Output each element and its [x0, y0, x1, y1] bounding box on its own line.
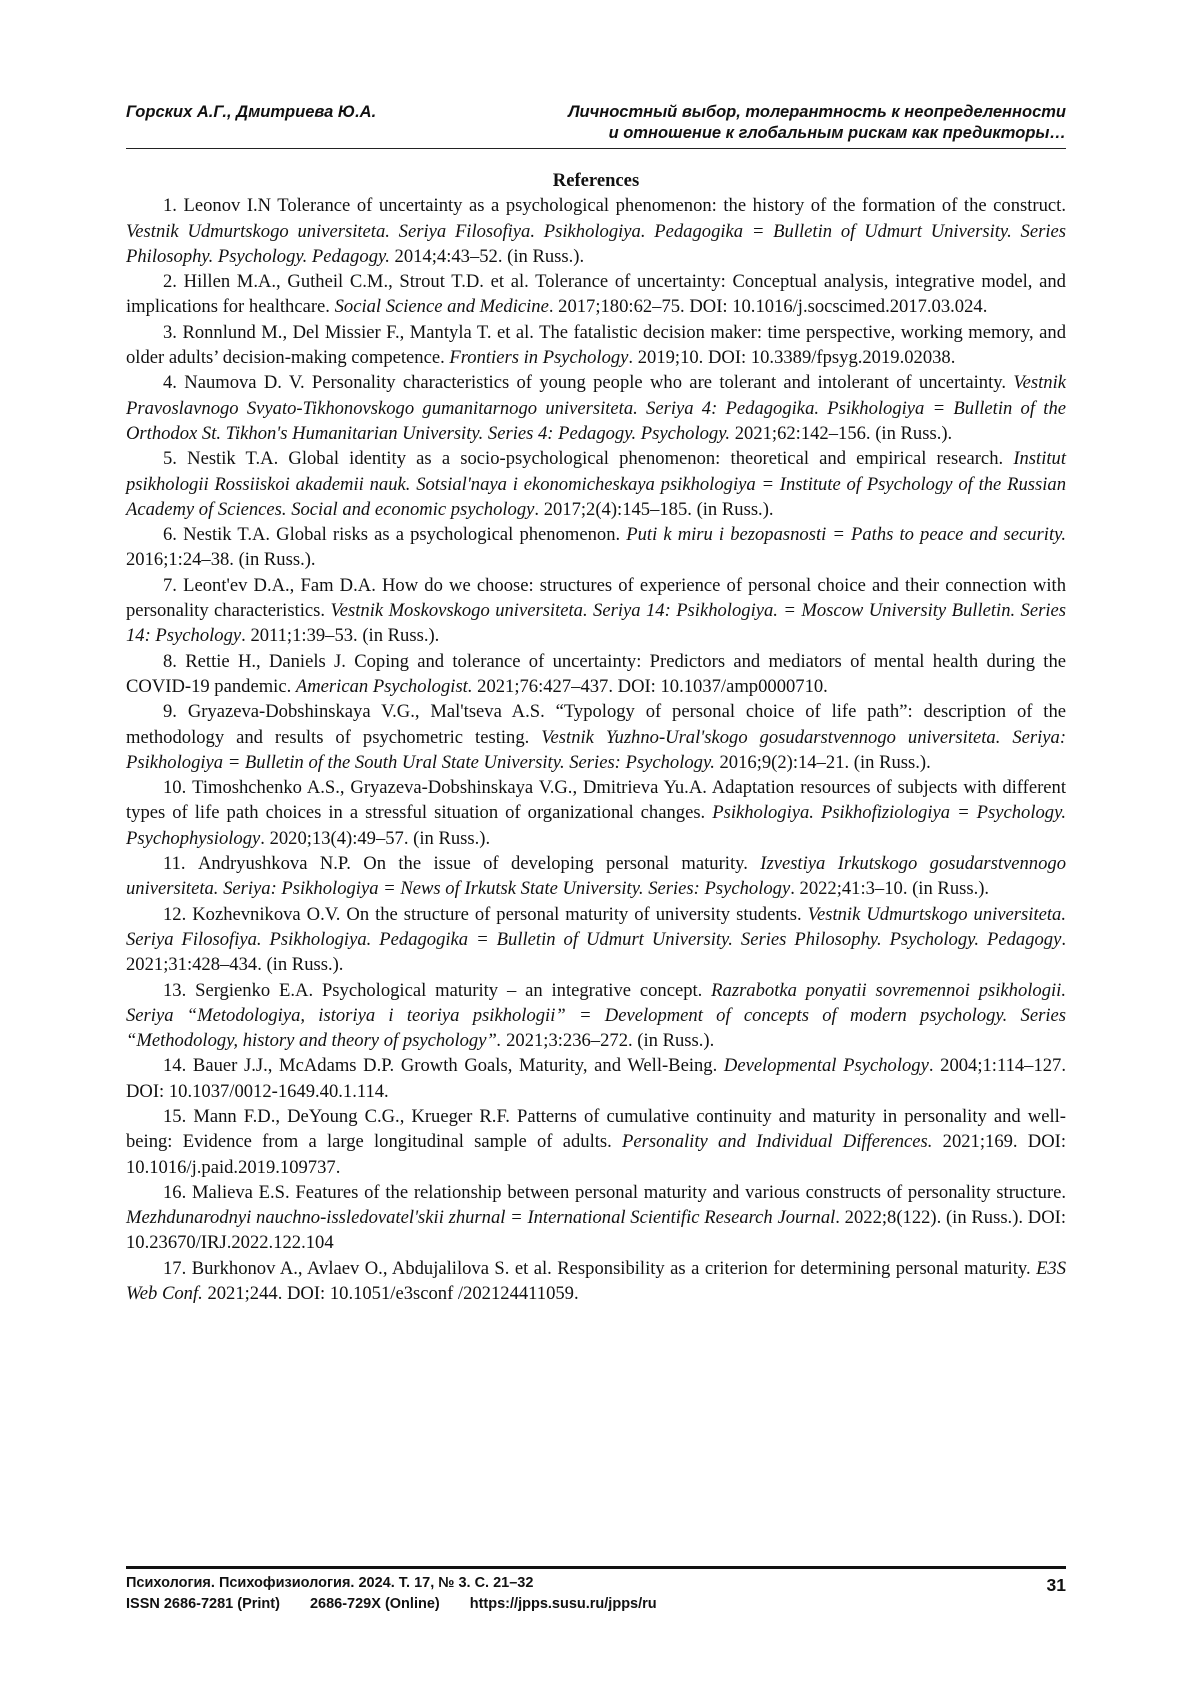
reference-number: 16.	[163, 1181, 187, 1203]
reference-item	[126, 902, 1066, 978]
reference-item	[126, 370, 1066, 446]
reference-details: 2016;9(2):14–21. (in Russ.).	[714, 751, 931, 773]
reference-item	[126, 775, 1066, 851]
reference-journal: Vestnik Moskovskogo universiteta. Seriya 14: Psikhologiya. = Moscow University Bulletin. Series 14: Psychology	[126, 600, 1067, 647]
reference-authors-title: Nestik T.A. Global risks as a psychological phenomenon.	[183, 524, 627, 546]
reference-authors-title: Andryushkova N.P. On the issue of developing personal maturity.	[197, 853, 761, 875]
reference-number: 3.	[163, 321, 177, 343]
references-section	[126, 168, 1066, 1306]
footer-divider	[126, 1566, 1066, 1569]
reference-details: 2021;76:427–437. DOI: 10.1037/amp0000710.	[472, 675, 828, 697]
reference-item	[126, 320, 1066, 371]
reference-item	[126, 1053, 1066, 1104]
reference-number: 1.	[163, 195, 177, 217]
page-number: 31	[1046, 1575, 1066, 1595]
reference-number: 17.	[163, 1257, 187, 1279]
reference-details: 2016;1:24–38. (in Russ.).	[126, 549, 316, 571]
reference-number: 11.	[163, 853, 186, 875]
reference-journal: Developmental Psychology	[723, 1055, 929, 1077]
reference-journal: Puti k miru i bezopasnosti = Paths to peace and security.	[626, 524, 1066, 546]
reference-number: 8.	[163, 650, 177, 672]
reference-journal: Personality and Individual Differences.	[622, 1131, 933, 1153]
reference-details: 2021;169. DOI: 10.1016/j.paid.2019.109737.	[126, 1131, 1067, 1178]
reference-details: . 2022;41:3–10. (in Russ.).	[790, 878, 990, 900]
reference-authors-title: Kozhevnikova O.V. On the structure of personal maturity of university students.	[192, 903, 808, 925]
reference-authors-title: Burkhonov A., Avlaev O., Abdujalilova S. et al. Responsibility as a criterion for determining personal maturity.	[191, 1257, 1037, 1279]
reference-details: . 2017;180:62–75. DOI: 10.1016/j.socscimed.2017.03.024.	[548, 296, 988, 318]
reference-number: 12.	[163, 903, 187, 925]
section-title: References	[552, 170, 640, 191]
reference-item	[126, 193, 1066, 269]
reference-authors-title: Leont'ev D.A., Fam D.A. How do we choose: structures of experience of personal choice and their connection with personality characteristics.	[126, 574, 1066, 622]
reference-number: 10.	[163, 777, 187, 799]
reference-journal: Vestnik Udmurtskogo universiteta. Seriya Filosofiya. Psikhologiya. Pedagogika = Bulletin of Udmurt University. Series Philosophy. Psychology. Pedagogy.	[126, 220, 1066, 267]
reference-authors-title: Bauer J.J., McAdams D.P. Growth Goals, Maturity, and Well-Being.	[192, 1055, 724, 1077]
footer-issn-print: ISSN 2686-7281 (Print)	[126, 1596, 280, 1612]
reference-authors-title: Leonov I.N Tolerance of uncertainty as a psychological phenomenon: the history of the formation of the construct.	[183, 195, 1066, 217]
header-authors: Горских А.Г., Дмитриева Ю.А.	[126, 103, 377, 121]
reference-journal: Vestnik Yuzhno-Ural'skogo gosudarstvennogo universiteta. Seriya: Psikhologiya = Bulletin of the South Ural State University. Series: Psychology.	[126, 726, 1067, 773]
reference-journal: Institut psikhologii Rossiiskoi akademii nauk. Sotsial'naya i ekonomicheskaya psikhologiya = Institute of Psychology of the Russian Academy of Sciences. Social and economic psychology	[126, 448, 1066, 520]
reference-journal: Frontiers in Psychology	[449, 347, 629, 369]
header-title-line-2: и отношение к глобальным рискам как предикторы…	[608, 124, 1066, 142]
reference-item	[126, 649, 1066, 700]
reference-item	[126, 1104, 1066, 1180]
reference-number: 2.	[163, 271, 177, 293]
reference-item	[126, 522, 1066, 573]
reference-authors-title: Malieva E.S. Features of the relationship between personal maturity and various constructs of personality structure.	[192, 1181, 1066, 1203]
reference-journal: Social Science and Medicine	[334, 296, 549, 318]
reference-authors-title: Rettie H., Daniels J. Coping and tolerance of uncertainty: Predictors and mediators of mental health during the COVID-19 pandemic.	[126, 650, 1067, 697]
reference-journal: Vestnik Udmurtskogo universiteta. Seriya Filosofiya. Psikhologiya. Pedagogika = Bulletin of Udmurt University. Series Philosophy. Psychology. Pedagogy	[126, 903, 1066, 950]
reference-details: . 2020;13(4):49–57. (in Russ.).	[260, 827, 491, 849]
footer-journal-info: Психология. Психофизиология. 2024. Т. 17, № 3. С. 21–32	[126, 1575, 534, 1591]
reference-authors-title: Hillen M.A., Gutheil C.M., Strout T.D. et al. Tolerance of uncertainty: Conceptual analysis, integrative model, and implications for healthcare.	[126, 271, 1066, 318]
header-article-title	[568, 102, 1066, 144]
reference-number: 9.	[163, 701, 177, 723]
header-divider	[126, 148, 1066, 149]
reference-item	[126, 269, 1066, 320]
header-title-line-1: Личностный выбор, толерантность к неопределенности	[568, 103, 1066, 121]
reference-number: 14.	[163, 1055, 187, 1077]
reference-details: . 2019;10. DOI: 10.3389/fpsyg.2019.02038.	[628, 347, 956, 369]
reference-authors-title: Ronnlund M., Del Missier F., Mantyla T. et al. The fatalistic decision maker: time perspective, working memory, and older adults’ decision-making competence.	[126, 321, 1066, 369]
reference-details: . 2017;2(4):145–185. (in Russ.).	[534, 498, 774, 520]
reference-details: . 2021;31:428–434. (in Russ.).	[126, 928, 1066, 976]
reference-journal: Razrabotka ponyatii sovremennoi psikhologii. Seriya “Metodologiya, istoriya i teoriya psikhologii” = Development of concepts of modern psychology. Series “Methodology, history and theory of psychology”.	[126, 979, 1066, 1052]
reference-item	[126, 978, 1066, 1054]
reference-details: 2021;62:142–156. (in Russ.).	[730, 422, 953, 444]
reference-item	[126, 573, 1066, 649]
reference-authors-title: Gryazeva-Dobshinskaya V.G., Mal'tseva A.S. “Typology of personal choice of life path”: description of the methodology and results of psychometric testing.	[126, 701, 1066, 748]
reference-details: . 2011;1:39–53. (in Russ.).	[241, 625, 440, 647]
reference-journal: Vestnik Pravoslavnogo Svyato-Tikhonovskogo gumanitarnogo universiteta. Seriya 4: Pedagogika. Psikhologiya = Bulletin of the Orthodox St. Tikhon's Humanitarian University. Series 4: Pedagogy. Psychology.	[126, 372, 1066, 444]
footer-issn-online: 2686-729X (Online)	[309, 1596, 440, 1612]
reference-details: 2021;244. DOI: 10.1051/e3sconf /202124411059.	[202, 1283, 579, 1305]
reference-authors-title: Mann F.D., DeYoung C.G., Krueger R.F. Patterns of cumulative continuity and maturity in personality and well-being: Evidence from a large longitudinal sample of adults.	[126, 1105, 1066, 1153]
reference-authors-title: Nestik T.A. Global identity as a socio-psychological phenomenon: theoretical and empirical research.	[187, 448, 1014, 470]
reference-item	[126, 1180, 1066, 1256]
reference-authors-title: Sergienko E.A. Psychological maturity – an integrative concept.	[195, 979, 712, 1001]
reference-number: 4.	[163, 372, 177, 394]
reference-journal: E3S Web Conf.	[126, 1257, 1067, 1305]
reference-number: 7.	[163, 574, 177, 596]
reference-journal: Mezhdunarodnyi nauchno-issledovatel'skii zhurnal = International Scientific Research Journal	[126, 1207, 836, 1229]
reference-authors-title: Naumova D. V. Personality characteristics of young people who are tolerant and intolerant of uncertainty.	[184, 372, 1014, 394]
reference-details: . 2022;8(122). (in Russ.). DOI: 10.23670/IRJ.2022.122.104	[126, 1207, 1066, 1254]
reference-list	[126, 193, 1066, 1306]
page-footer	[126, 1573, 1066, 1615]
footer-issn-line	[126, 1594, 1066, 1615]
reference-item	[126, 851, 1066, 902]
reference-details: 2021;3:236–272. (in Russ.).	[501, 1030, 715, 1052]
reference-item	[126, 699, 1066, 775]
reference-item	[126, 1256, 1066, 1307]
reference-number: 5.	[163, 448, 177, 470]
reference-number: 6.	[163, 524, 177, 546]
reference-journal: American Psychologist.	[295, 675, 473, 697]
footer-url[interactable]: https://jpps.susu.ru/jpps/ru	[469, 1596, 657, 1612]
reference-number: 15.	[163, 1105, 187, 1127]
reference-authors-title: Timoshchenko A.S., Gryazeva-Dobshinskaya V.G., Dmitrieva Yu.A. Adaptation resources of subjects with different types of life path choices in a stressful situation of organizational changes.	[126, 777, 1067, 824]
reference-details: 2014;4:43–52. (in Russ.).	[389, 245, 585, 267]
reference-item	[126, 446, 1066, 522]
reference-journal: Izvestiya Irkutskogo gosudarstvennogo universiteta. Seriya: Psikhologiya = News of Irkutsk State University. Series: Psychology	[126, 853, 1066, 900]
reference-details: . 2004;1:114–127. DOI: 10.1037/0012-1649.40.1.114.	[126, 1055, 1067, 1102]
reference-journal: Psikhologiya. Psikhofiziologiya = Psychology. Psychophysiology	[126, 802, 1066, 849]
reference-number: 13.	[163, 979, 187, 1001]
